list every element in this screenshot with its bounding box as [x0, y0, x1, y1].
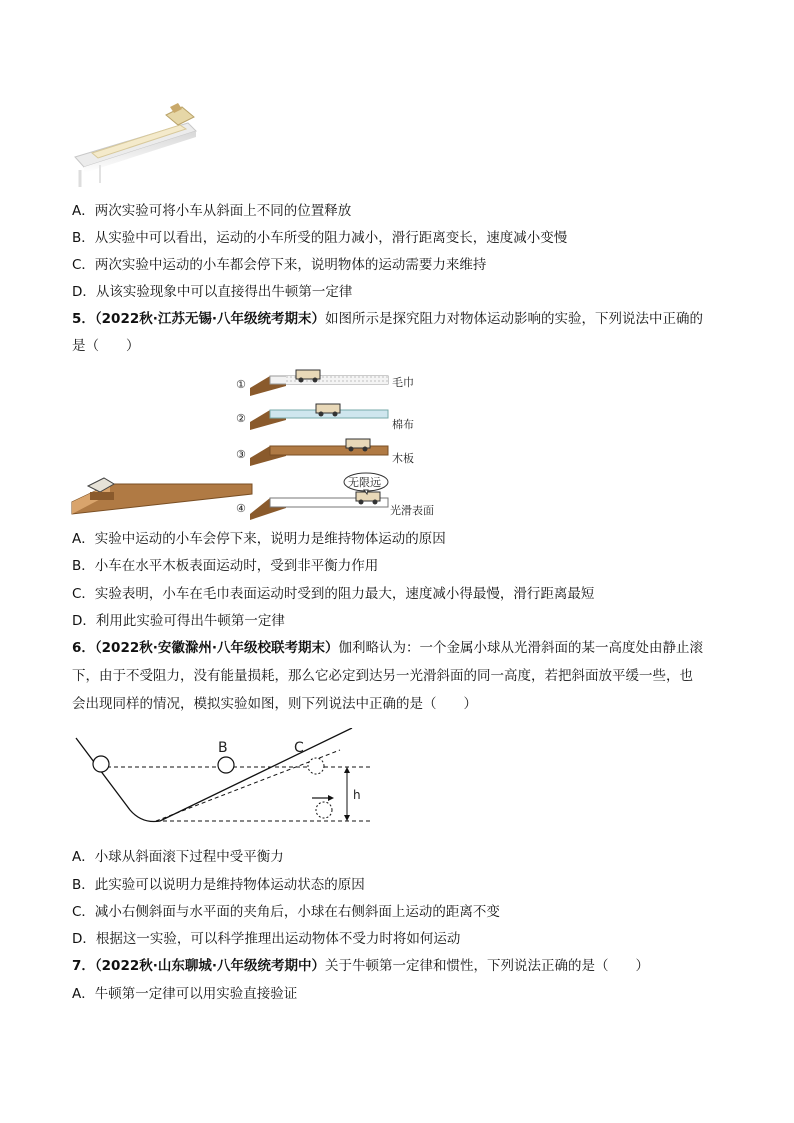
q5-option-a: A．实验中运动的小车会停下来，说明力是维持物体运动的原因 — [72, 531, 446, 547]
q5-stem-line2: 是（ ） — [72, 338, 140, 354]
q5-option-c: C．实验表明，小车在毛巾表面运动时受到的阻力最大，速度减小得最慢，滑行距离最短 — [72, 586, 595, 602]
q7-number: 7． — [72, 958, 95, 974]
q7-source: （2022秋·山东聊城·八年级统考期中） — [94, 958, 325, 974]
ball-c — [308, 758, 324, 774]
label-h: h — [353, 788, 361, 802]
friction-experiment-figure — [70, 364, 450, 524]
standalone-ramp — [72, 478, 252, 514]
track-3-number: ③ — [236, 448, 246, 461]
q7-option-a: A．牛顿第一定律可以用实验直接验证 — [72, 986, 298, 1002]
arrow-icon — [328, 795, 334, 801]
track-towel — [236, 370, 414, 396]
q6-stem-line3: 会出现同样的情况，模拟实验如图，则下列说法中正确的是（ ） — [72, 696, 477, 712]
q5-option-b: B．小车在水平木板表面运动时，受到非平衡力作用 — [72, 558, 379, 574]
track-smooth — [236, 473, 434, 520]
track-3-label: 木板 — [392, 452, 414, 465]
q6-option-d: D．根据这一实验，可以科学推理出运动物体不受力时将如何运动 — [72, 931, 461, 947]
q6-option-b: B．此实验可以说明力是维持物体运动状态的原因 — [72, 877, 365, 893]
track-2-number: ② — [236, 412, 246, 425]
q4-option-d: D．从该实验现象中可以直接得出牛顿第一定律 — [72, 284, 353, 300]
q5-source: （2022秋·江苏无锡·八年级统考期末） — [94, 311, 325, 327]
label-c: C — [294, 740, 304, 756]
q5-option-d: D．利用此实验可得出牛顿第一定律 — [72, 613, 285, 629]
q5-stem: 如图所示是探究阻力对物体运动影响的实验，下列说法中正确的 — [325, 311, 703, 327]
track-4-label: 光滑表面 — [390, 504, 434, 517]
track-2-label: 棉布 — [392, 418, 414, 431]
track-cotton — [236, 404, 414, 431]
q6-source: （2022秋·安徽滁州·八年级校联考期末） — [94, 640, 339, 656]
label-b: B — [218, 740, 228, 756]
q6-number: 6． — [72, 640, 95, 656]
q7-stem: 关于牛顿第一定律和惯性，下列说法正确的是（ ） — [325, 958, 649, 974]
track-1-label: 毛巾 — [392, 376, 414, 389]
ball-start — [93, 756, 109, 772]
ball-rolling — [316, 802, 332, 818]
ball-b — [218, 757, 234, 773]
q6-stem-line1 — [72, 639, 703, 657]
q6-option-c: C．减小右侧斜面与水平面的夹角后，小球在右侧斜面上运动的距离不变 — [72, 904, 500, 920]
q4-option-b: B．从实验中可以看出，运动的小车所受的阻力减小，滑行距离变长，速度减小变慢 — [72, 230, 568, 246]
q6-option-a: A．小球从斜面滚下过程中受平衡力 — [72, 849, 284, 865]
speech-bubble-text: 无限远 — [348, 476, 381, 489]
q4-option-a: A．两次实验可将小车从斜面上不同的位置释放 — [72, 203, 352, 219]
q7-stem-line1 — [72, 957, 649, 975]
q6-stem: 伽利略认为：一个金属小球从光滑斜面的某一高度处由静止滚 — [338, 640, 703, 656]
track-1-number: ① — [236, 378, 246, 391]
q5-stem-line1 — [72, 310, 703, 328]
track-wood — [236, 439, 414, 466]
track-4-number: ④ — [236, 502, 246, 515]
ramp-figure — [70, 95, 200, 190]
q6-stem-line2: 下，由于不受阻力，没有能量损耗，那么它必定到达另一光滑斜面的同一高度，若把斜面放平缓一些，也 — [72, 668, 693, 684]
galileo-ramp-figure — [70, 728, 380, 833]
q4-option-c: C．两次实验中运动的小车都会停下来，说明物体的运动需要力来维持 — [72, 257, 487, 273]
q5-number: 5． — [72, 311, 95, 327]
